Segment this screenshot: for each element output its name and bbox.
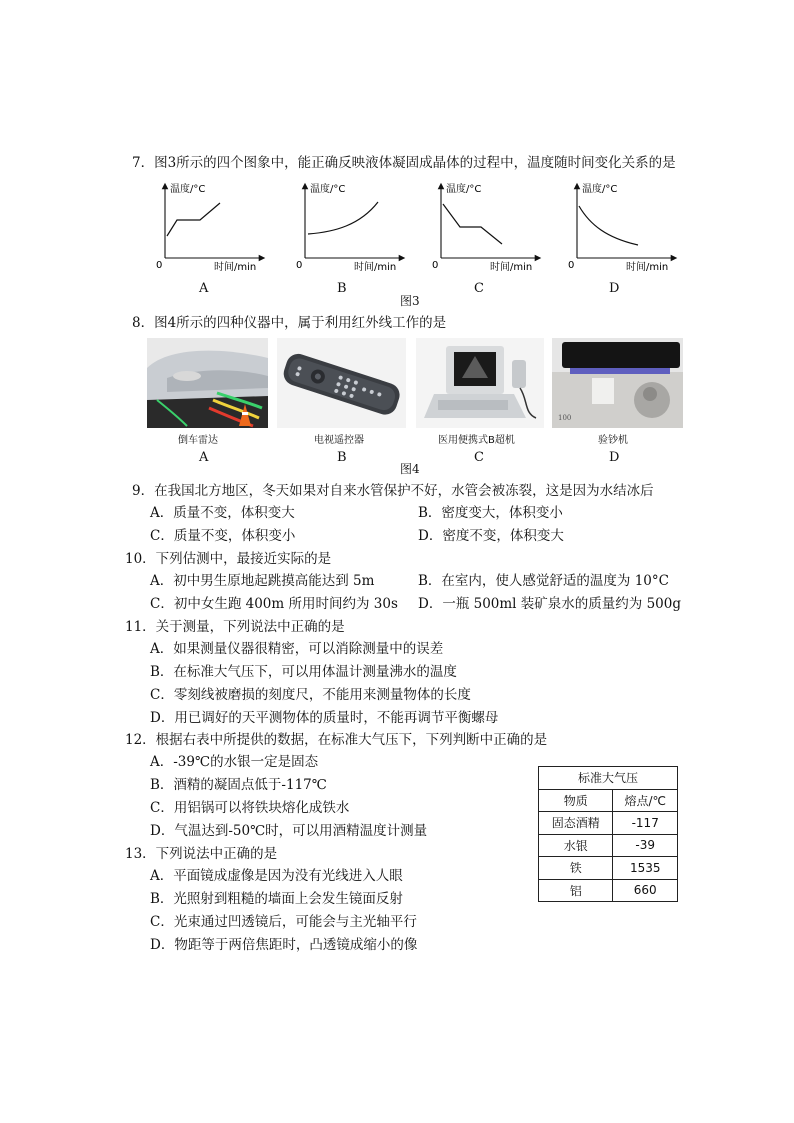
q7-option-a-letter: A [199,281,209,296]
q11-option-c: C．零刻线被磨损的刻度尺，不能用来测量物体的长度 [150,687,471,703]
q10-option-a: A．初中男生原地起跳摸高能达到 5m [150,573,375,589]
q8-option-a-letter: A [199,450,209,465]
caption-money-detector: 验钞机 [598,435,628,446]
q7-option-b-letter: B [337,281,347,296]
graph-d-ylabel: 温度/°C [582,184,618,195]
svg-text:0: 0 [296,260,303,271]
table-row: 水银 -39 [539,834,678,857]
q13-option-c: C．光束通过凹透镜后，可能会与主光轴平行 [150,914,417,930]
portable-b-ultrasound-image [416,338,544,428]
money-detector-image [552,338,683,428]
graph-a-ylabel: 温度/°C [170,184,206,195]
banknote-value: 100 [558,414,572,422]
figure-4-caption: 图4 [400,462,420,476]
q12-option-d: D．气温达到-50℃时，可以用酒精温度计测量 [150,823,428,839]
q11-option-d: D．用已调好的天平测物体的质量时，不能再调节平衡螺母 [150,710,499,726]
caption-b-ultrasound: 医用便携式B超机 [438,435,515,446]
q9-option-c: C．质量不变，体积变小 [150,528,296,544]
question-7-stem: 7．图3所示的四个图象中，能正确反映液体凝固成晶体的过程中，温度随时间变化关系的是 [132,155,676,171]
graph-a-xlabel: 时间/min [214,262,257,273]
graph-b-xlabel: 时间/min [354,262,397,273]
table-header-melting-point: 熔点/℃ [613,789,678,812]
table-row: 铁 1535 [539,857,678,880]
graph-a [150,180,270,282]
table-row: 铝 660 [539,879,678,902]
q7-option-c-letter: C [474,281,484,296]
graph-c [426,180,546,282]
question-8-stem: 8．图4所示的四种仪器中，属于利用红外线工作的是 [132,315,447,331]
q9-option-b: B．密度变大，体积变小 [418,505,563,521]
q9-option-d: D．密度不变，体积变大 [418,528,564,544]
svg-text:0: 0 [432,260,439,271]
q7-option-d-letter: D [609,281,620,296]
question-13-stem: 13．下列说法中正确的是 [125,846,278,862]
svg-text:0: 0 [568,260,575,271]
graph-c-ylabel: 温度/°C [446,184,482,195]
reversing-radar-image [147,338,268,428]
graph-d-xlabel: 时间/min [626,262,669,273]
graph-b-ylabel: 温度/°C [310,184,346,195]
q8-option-d-letter: D [609,450,620,465]
q12-option-b: B．酒精的凝固点低于-117℃ [150,777,327,793]
graph-d [562,180,682,282]
q8-option-c-letter: C [474,450,484,465]
q12-option-c: C．用铝锅可以将铁块熔化成铁水 [150,800,350,816]
graph-b [290,180,410,282]
tv-remote-image [277,338,406,428]
q10-option-b: B．在室内，使人感觉舒适的温度为 10°C [418,573,669,589]
q11-option-a: A．如果测量仪器很精密，可以消除测量中的误差 [150,641,444,657]
q8-option-b-letter: B [337,450,347,465]
caption-reversing-radar: 倒车雷达 [178,435,218,446]
q10-option-d: D．一瓶 500ml 装矿泉水的质量约为 500g [418,596,681,612]
q12-option-a: A．-39℃的水银一定是固态 [150,754,319,770]
svg-text:0: 0 [156,260,163,271]
question-9-stem: 9．在我国北方地区，冬天如果对自来水管保护不好，水管会被冻裂，这是因为水结冰后 [132,483,654,499]
q11-option-b: B．在标准大气压下，可以用体温计测量沸水的温度 [150,664,457,680]
table-header-substance: 物质 [539,789,613,812]
table-row: 固态酒精 -117 [539,812,678,835]
table-title: 标准大气压 [539,767,678,790]
q13-option-a: A．平面镜成虚像是因为没有光线进入人眼 [150,868,403,884]
question-10-stem: 10．下列估测中，最接近实际的是 [125,551,332,567]
q9-option-a: A．质量不变，体积变大 [150,505,295,521]
q13-option-d: D．物距等于两倍焦距时，凸透镜成缩小的像 [150,937,418,953]
question-12-stem: 12．根据右表中所提供的数据，在标准大气压下，下列判断中正确的是 [125,732,548,748]
graph-c-xlabel: 时间/min [490,262,533,273]
question-11-stem: 11．关于测量，下列说法中正确的是 [125,619,345,635]
caption-tv-remote: 电视遥控器 [314,435,364,446]
q10-option-c: C．初中女生跑 400m 所用时间约为 30s [150,596,398,612]
figure-3-caption: 图3 [400,294,420,308]
q13-option-b: B．光照射到粗糙的墙面上会发生镜面反射 [150,891,403,907]
melting-point-table [538,766,678,902]
